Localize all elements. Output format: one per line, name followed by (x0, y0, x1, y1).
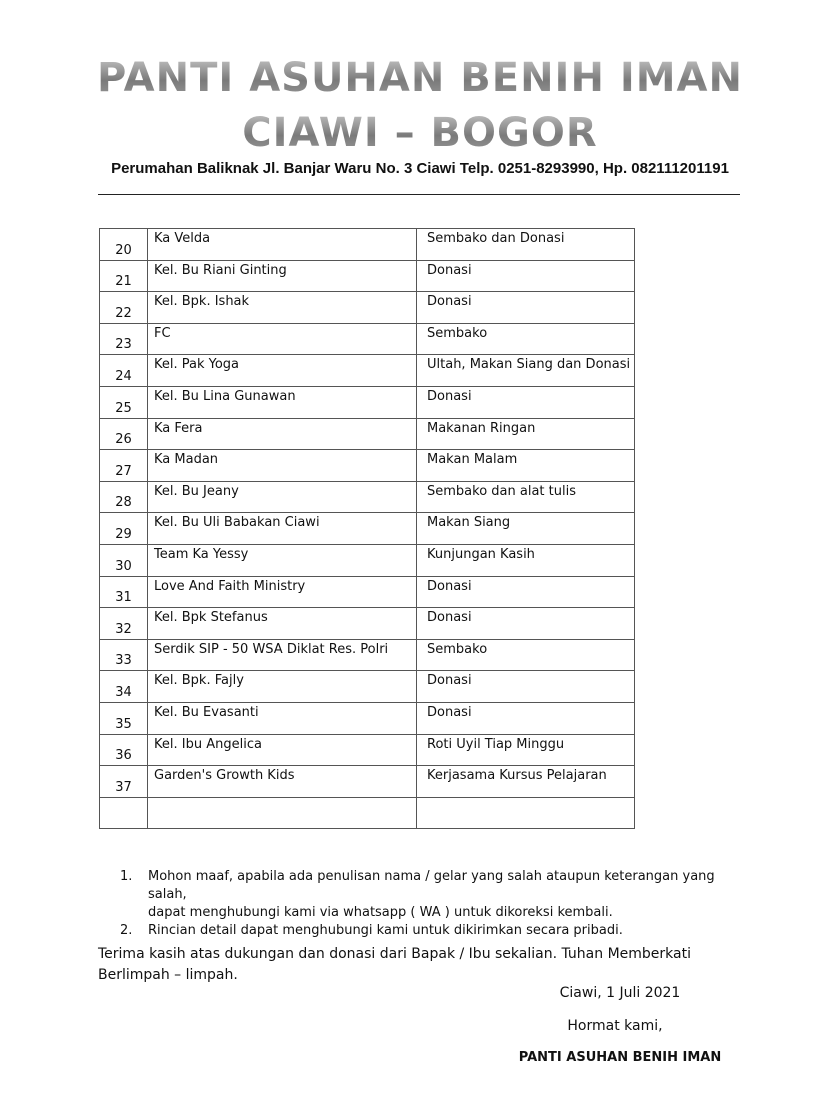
cell-name (148, 323, 417, 355)
cell-desc (417, 260, 635, 292)
cell-text (154, 798, 416, 800)
cell-text: Roti Uyil Tiap Minggu (427, 736, 565, 752)
cell-num (100, 260, 148, 292)
table-row (100, 513, 635, 545)
letterhead-address: Perumahan Baliknak Jl. Banjar Waru No. 3 Ciawi Telp. 0251-8293990, Hp. 082111201191 (111, 160, 729, 177)
table-row (100, 671, 635, 703)
note-item (120, 868, 740, 922)
cell-text: Kel. Bu Lina Gunawan (154, 388, 296, 404)
place-date: Ciawi, 1 Juli 2021 (559, 985, 681, 1001)
cell-name (148, 766, 417, 798)
table-row (100, 481, 635, 513)
cell-text: 35 (115, 716, 132, 732)
cell-desc (417, 608, 635, 640)
table-row (100, 450, 635, 482)
cell-text: Makanan Ringan (427, 420, 536, 436)
table-row (100, 323, 635, 355)
cell-text: 31 (115, 590, 132, 606)
cell-desc (417, 671, 635, 703)
cell-text: 32 (115, 621, 132, 637)
cell-num (100, 481, 148, 513)
cell-num (100, 608, 148, 640)
table-row (100, 386, 635, 418)
cell-name (148, 671, 417, 703)
cell-num (100, 323, 148, 355)
cell-num (100, 513, 148, 545)
cell-text (427, 798, 634, 800)
note-number: 1. (120, 869, 133, 884)
cell-desc (417, 513, 635, 545)
cell-num (100, 734, 148, 766)
cell-desc (417, 797, 635, 829)
cell-num (100, 702, 148, 734)
cell-text: Donasi (427, 578, 472, 594)
cell-text: Team Ka Yessy (154, 546, 249, 562)
cell-text: 21 (115, 274, 132, 290)
cell-text: Donasi (427, 388, 472, 404)
table-row (100, 766, 635, 798)
cell-num (100, 418, 148, 450)
table-row (100, 576, 635, 608)
cell-name (148, 544, 417, 576)
cell-name (148, 292, 417, 324)
cell-name (148, 576, 417, 608)
cell-text: 29 (115, 526, 132, 542)
cell-desc (417, 766, 635, 798)
cell-desc (417, 323, 635, 355)
cell-text (100, 826, 147, 828)
cell-text: Sembako (427, 325, 488, 341)
cell-name (148, 481, 417, 513)
cell-text: 30 (115, 558, 132, 574)
cell-desc (417, 450, 635, 482)
header-divider (98, 194, 740, 195)
cell-text: Kel. Bpk Stefanus (154, 610, 268, 626)
cell-text: Kel. Bpk. Fajly (154, 673, 244, 689)
cell-name (148, 386, 417, 418)
cell-name (148, 229, 417, 261)
cell-name (148, 797, 417, 829)
cell-text: Sembako dan Donasi (427, 231, 565, 246)
table-row (100, 260, 635, 292)
donor-table (99, 228, 635, 829)
cell-text: Kel. Bu Riani Ginting (154, 262, 287, 278)
cell-name (148, 513, 417, 545)
cell-text: Kel. Bu Evasanti (154, 704, 259, 720)
cell-desc (417, 734, 635, 766)
cell-text: 24 (115, 368, 132, 384)
cell-text: FC (154, 325, 171, 341)
cell-num (100, 576, 148, 608)
cell-text: Donasi (427, 262, 472, 278)
table-row (100, 639, 635, 671)
cell-text: Makan Malam (427, 452, 518, 468)
cell-text: 28 (115, 495, 132, 511)
cell-text: Kel. Ibu Angelica (154, 736, 262, 752)
cell-name (148, 355, 417, 387)
cell-text: Love And Faith Ministry (154, 578, 306, 594)
cell-desc (417, 229, 635, 261)
note-text (148, 868, 740, 922)
note-number: 2. (120, 923, 133, 938)
note-text (148, 922, 623, 940)
cell-name (148, 639, 417, 671)
cell-text: Kel. Bpk. Ishak (154, 294, 250, 310)
note-text-line: dapat menghubungi kami via whatsapp ( WA ) untuk dikoreksi kembali. (148, 905, 613, 920)
cell-desc (417, 481, 635, 513)
cell-num (100, 386, 148, 418)
table-row (100, 292, 635, 324)
closing-thanks: Terima kasih atas dukungan dan donasi dari Bapak / Ibu sekalian. Tuhan Memberkati Berlimpah – limpah. (98, 946, 691, 983)
regards: Hormat kami, (567, 1018, 663, 1034)
table-row (100, 797, 635, 829)
cell-desc (417, 386, 635, 418)
notes-list (120, 868, 740, 940)
cell-num (100, 355, 148, 387)
cell-text: Kunjungan Kasih (427, 546, 535, 562)
cell-text: 22 (115, 305, 132, 321)
cell-desc (417, 639, 635, 671)
cell-desc (417, 355, 635, 387)
cell-num (100, 229, 148, 261)
cell-text: Donasi (427, 294, 472, 310)
cell-num (100, 292, 148, 324)
table-row (100, 544, 635, 576)
cell-text: Serdik SIP - 50 WSA Diklat Res. Polri (154, 641, 389, 657)
cell-text: 23 (115, 337, 132, 353)
cell-name (148, 450, 417, 482)
cell-text: 27 (115, 463, 132, 479)
cell-text: Kel. Bu Uli Babakan Ciawi (154, 515, 320, 531)
cell-text: Makan Siang (427, 515, 511, 531)
cell-num (100, 639, 148, 671)
cell-text: Kel. Bu Jeany (154, 483, 239, 499)
cell-name (148, 702, 417, 734)
cell-text: Ultah, Makan Siang dan Donasi (427, 357, 631, 373)
cell-text: 33 (115, 653, 132, 669)
cell-text: 36 (115, 748, 132, 764)
cell-num (100, 450, 148, 482)
cell-text: Donasi (427, 673, 472, 689)
cell-text: Ka Madan (154, 452, 219, 468)
cell-text: Sembako dan alat tulis (427, 483, 576, 499)
cell-text: 34 (115, 684, 132, 700)
cell-text: Kel. Pak Yoga (154, 357, 240, 373)
note-text-line: Rincian detail dapat menghubungi kami untuk dikirimkan secara pribadi. (148, 923, 623, 938)
cell-num (100, 544, 148, 576)
cell-desc (417, 702, 635, 734)
table-row (100, 355, 635, 387)
signer-name: PANTI ASUHAN BENIH IMAN (518, 1050, 722, 1065)
cell-text: Ka Fera (154, 420, 203, 436)
note-text-line: Mohon maaf, apabila ada penulisan nama / gelar yang salah ataupun keterangan yang salah, (148, 869, 715, 902)
cell-desc (417, 544, 635, 576)
cell-num (100, 671, 148, 703)
cell-text: Donasi (427, 704, 472, 720)
cell-text: 25 (115, 400, 132, 416)
cell-text: 37 (115, 779, 132, 795)
table-row (100, 608, 635, 640)
letterhead-title-line1: PANTI ASUHAN BENIH IMAN (0, 55, 840, 101)
cell-name (148, 260, 417, 292)
cell-name (148, 418, 417, 450)
cell-num (100, 797, 148, 829)
cell-desc (417, 576, 635, 608)
cell-name (148, 608, 417, 640)
cell-text: Ka Velda (154, 231, 211, 246)
cell-text: 26 (115, 432, 132, 448)
cell-desc (417, 418, 635, 450)
cell-num (100, 766, 148, 798)
cell-text: 20 (115, 242, 132, 258)
cell-text: Donasi (427, 610, 472, 626)
cell-name (148, 734, 417, 766)
cell-desc (417, 292, 635, 324)
cell-text: Garden's Growth Kids (154, 768, 295, 784)
table-row (100, 418, 635, 450)
cell-text: Kerjasama Kursus Pelajaran (427, 768, 607, 784)
letterhead-title-line2: CIAWI – BOGOR (0, 110, 840, 156)
table-row (100, 229, 635, 261)
note-item (120, 922, 740, 940)
table-row (100, 734, 635, 766)
cell-text: Sembako (427, 641, 488, 657)
table-row (100, 702, 635, 734)
